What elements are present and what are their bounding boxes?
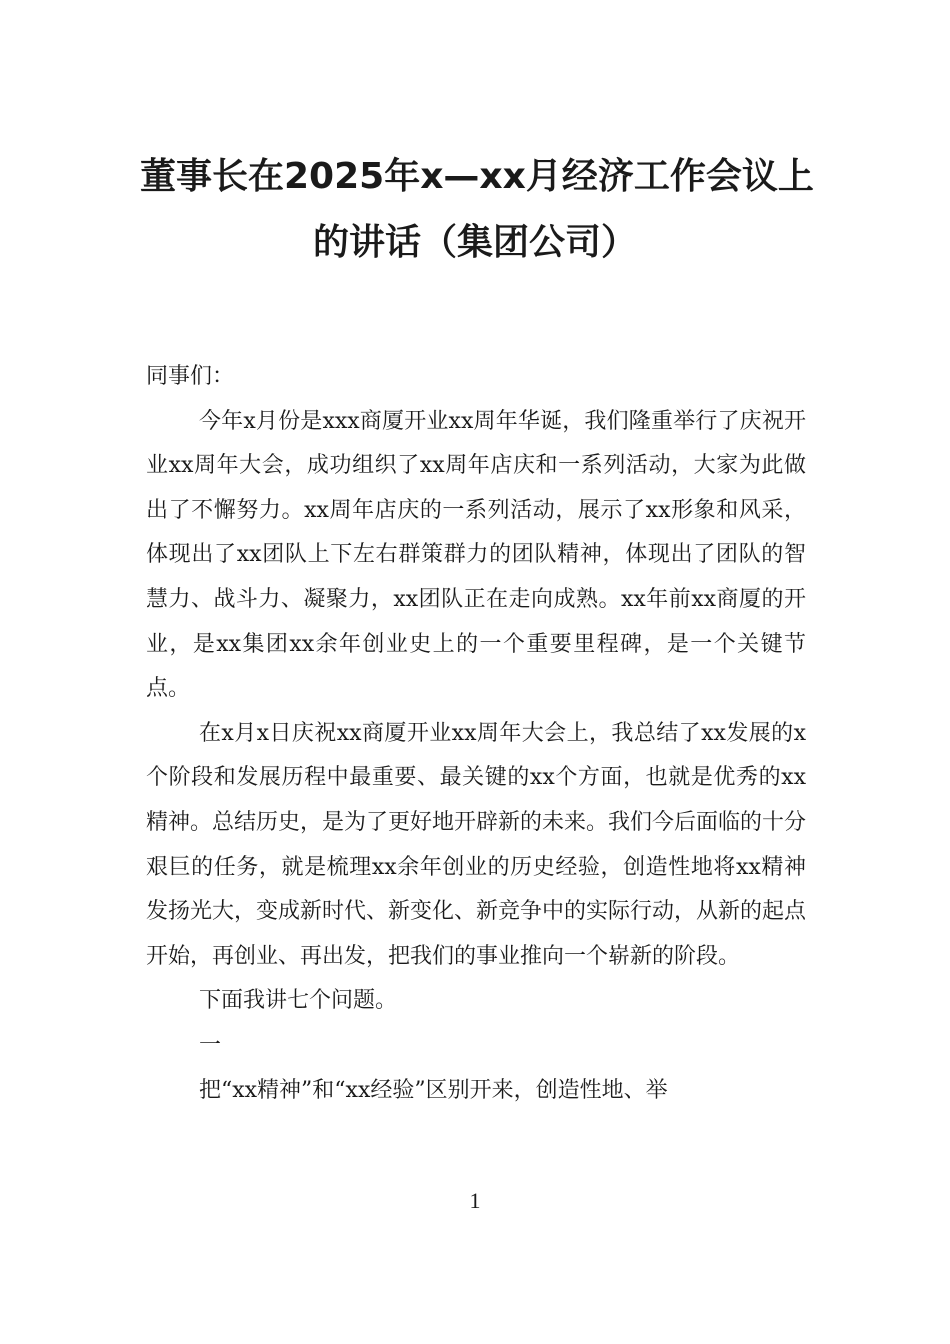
salutation: 同事们： [146, 364, 235, 389]
paragraph-1: 今年x月份是xxx商厦开业xx周年华诞，我们隆重举行了庆祝开业xx周年大会，成功组织了xx周年店庆和一系列活动，大家为此做出了不懈努力。xx周年店庆的一系列活动，展示了xx形象和风采，体现出了xx团队上下左右群策群力的团队精神，体现出了团队的智慧力、战斗力、凝聚力，xx团队正在走向成熟。xx年前xx商厦的开业，是xx集团xx余年创业史上的一个重要里程碑，是一个关键节点。 [146, 408, 806, 702]
title-line-2: 的讲话（集团公司） [312, 222, 637, 263]
section-heading-one: 一 [199, 1032, 222, 1058]
document-title [140, 144, 814, 276]
document-body [146, 355, 806, 1113]
paragraph-4: 把“xx精神”和“xx经验”区别开来，创造性地、举 [199, 1077, 668, 1103]
title-line-1: 董事长在2025年x—xx月经济工作会议上 [140, 156, 814, 197]
paragraph-3: 下面我讲七个问题。 [199, 988, 398, 1014]
page-number: 1 [469, 1188, 481, 1213]
paragraph-2: 在x月x日庆祝xx商厦开业xx周年大会上，我总结了xx发展的x个阶段和发展历程中最重要、最关键的xx个方面，也就是优秀的xx精神。总结历史，是为了更好地开辟新的未来。我们今后面临的十分艰巨的任务，就是梳理xx余年创业的历史经验，创造性地将xx精神发扬光大，变成新时代、新变化、新竞争中的实际行动，从新的起点开始，再创业、再出发，把我们的事业推向一个崭新的阶段。 [146, 720, 807, 969]
